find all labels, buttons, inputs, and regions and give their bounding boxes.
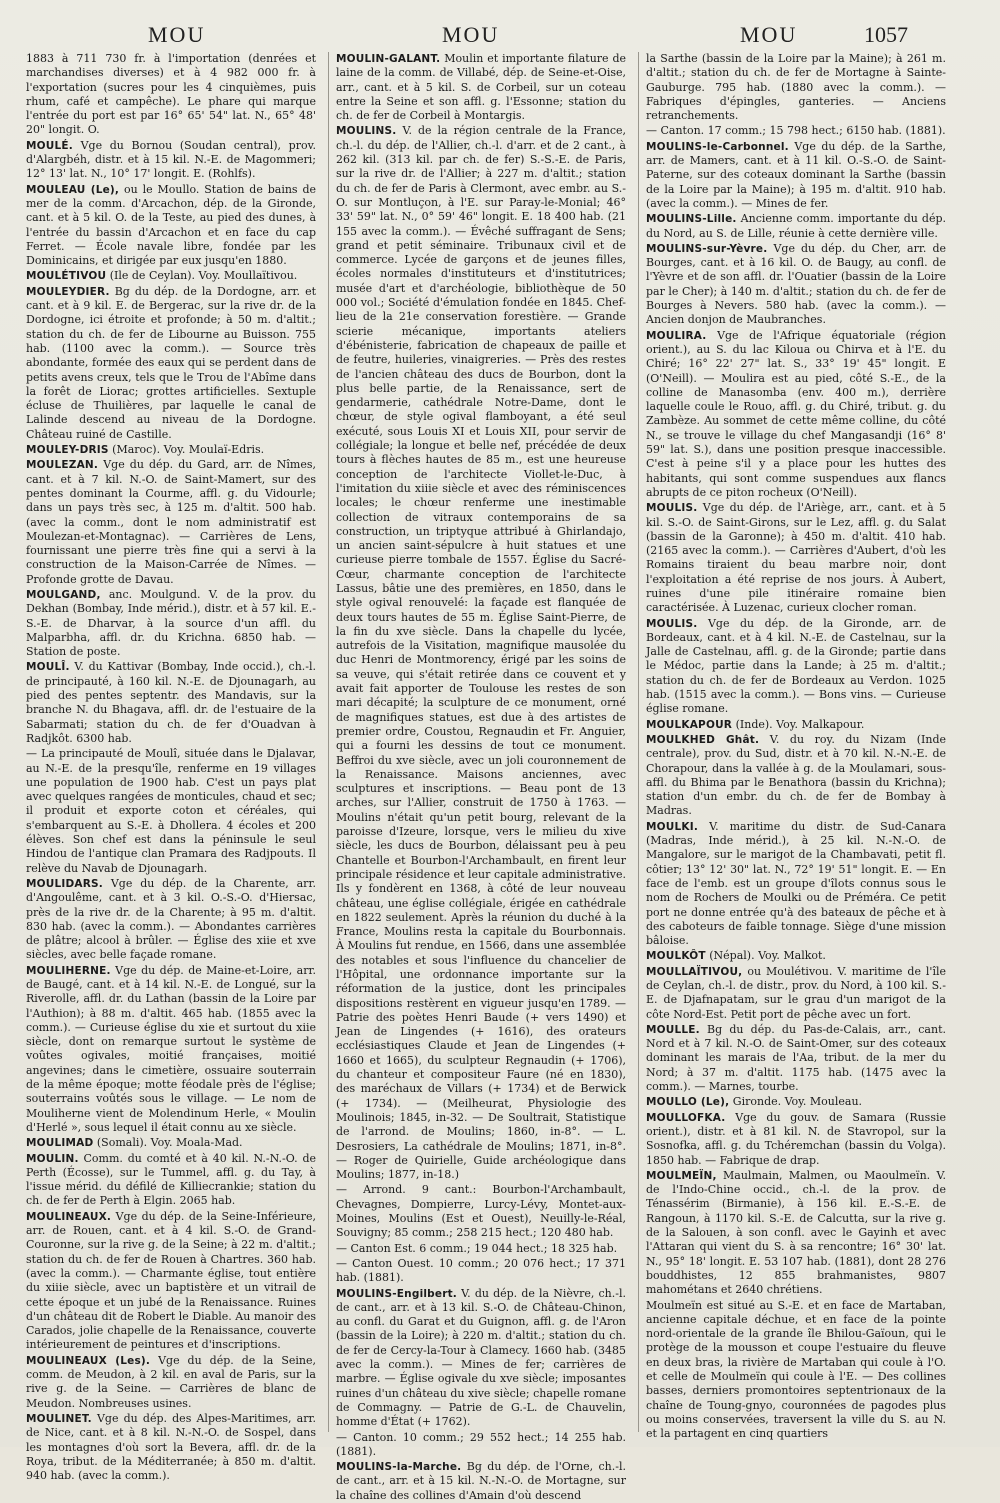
dictionary-entry [26, 269, 316, 283]
dictionary-entry [26, 1412, 316, 1483]
dictionary-entry [646, 965, 946, 1022]
dictionary-entry [336, 1257, 626, 1286]
entry-text: anc. Moulgund. V. de la prov. du Dekhan (Bombay, Inde mérid.), distr. et à 57 kil. E.-S.-E. de Dharvar, à la source d'un affl. du Malparbha, affl. dr. du Krichna. 6850 hab. — Station de poste. [26, 587, 317, 659]
entry-text: Bg du dép. du Pas-de-Calais, arr., cant. Nord et à 7 kil. N.-O. de Saint-Omer, sur des coteaux dominant les marais de l'Aa, tribut. de la mer du Nord; à 37 m. d'altit. 1175 hab. (1475 avec la comm.). — Marnes, tourbe. [646, 1022, 946, 1094]
entry-text: Comm. du comté et à 40 kil. N.-N.-O. de Perth (Écosse), sur le Tummel, affl. g. du Tay, à l'issue mérid. du défilé de Killiecrankie; station du ch. de fer de Perth à Elgin. 2065 hab. [26, 1151, 317, 1208]
entry-headword: MOULÉ. [26, 139, 73, 152]
dictionary-entry [646, 820, 946, 949]
entry-text: Vge du dép. de la Seine-Inférieure, arr. de Rouen, cant. et à 4 kil. S.-O. de Grand-Couronne, sur la rive g. de la Seine; à 22 m. d'altit.; station du ch. de fer de Rouen à Chartres. 360 hab. (avec la comm.). — Charmante église, tout entière du xiiie siècle, avec un baptistère et un vitrail de cette époque et un jubé de la Renaissance. Ruines d'un château dit de Robert le Diable. Au manoir des Carados, jolie chapelle de la Renaissance, couverte intérieurement de peintures et d'inscriptions. [26, 1209, 317, 1352]
dictionary-entry [646, 733, 946, 819]
entry-text: — Canton Est. 6 comm.; 19 044 hect.; 18 325 hab. [336, 1241, 618, 1255]
entry-text: Vge du dép. du Cher, arr. de Bourges, cant. et à 16 kil. O. de Baugy, au confl. de l'Yèvre et de son affl. dr. l'Ouatier (bassin de la Loire par le Cher); à 140 m. d'altit.; station du ch. de fer de Bourges à Nevers. 580 hab. (avec la comm.). — Ancien donjon de Maubranches. [646, 241, 946, 327]
entry-headword: MOULKI. [646, 820, 699, 833]
entry-headword: MOULINS-le-Carbonnel. [646, 140, 789, 153]
entry-headword: MOULEY-DRIS [26, 444, 109, 457]
dictionary-entry [646, 1299, 946, 1442]
entry-headword: MOULINET. [26, 1412, 92, 1425]
running-head-center: MOU [442, 22, 500, 47]
entry-text: Bg du dép. de l'Orne, ch.-l. de cant., arr. et à 15 kil. N.-N.-O. de Mortagne, sur la chaîne des collines d'Amain d'où descend [336, 1460, 626, 1502]
entry-text: (Maroc). Voy. Moulaï-Edris. [112, 443, 265, 457]
dictionary-entry [26, 588, 316, 659]
entry-headword: MOULÉTIVOU [26, 270, 107, 283]
column-3 [646, 52, 947, 1441]
entry-headword: MOULLE. [646, 1023, 700, 1036]
entry-text: — Canton Ouest. 10 comm.; 20 076 hect.; 17 371 hab. (1881). [336, 1256, 626, 1285]
column-rule [638, 52, 639, 1432]
entry-headword: MOULEZAN. [26, 459, 99, 472]
entry-headword: MOULINS. [336, 125, 397, 138]
entry-text: Vge du dép. de la Seine, comm. de Meudon, à 2 kil. en aval de Paris, sur la rive g. de la Seine. — Carrières de blanc de Meudon. Nombreuses usines. [26, 1353, 316, 1410]
entry-text: — Canton. 17 comm.; 15 798 hect.; 6150 hab. (1881). [646, 124, 946, 138]
dictionary-entry [646, 52, 946, 123]
entry-headword: MOULINS-sur-Yèvre. [646, 242, 768, 255]
dictionary-entry [26, 443, 316, 457]
dictionary-entry [26, 458, 316, 587]
entry-text: Bg du dép. de la Dordogne, arr. et cant. et à 9 kil. E. de Bergerac, sur la rive dr. de la Dordogne, ici étroite et profonde; à 50 m. d'altit.; station du ch. de fer de Libourne au Buisson. 755 hab. (1100 avec la comm.). — Source très abondante, formée des eaux qui se perdent dans de petits avens creux, tels que le Trou de l'Abîme dans la forêt de Liorac; grottes artificielles. Sextuple écluse de Thuilières, par laquelle le canal de Lalinde descend au niveau de la Dordogne. Château ruiné de Castille. [26, 284, 316, 441]
dictionary-entry [646, 949, 946, 963]
dictionary-entry [26, 139, 316, 182]
entry-text: Vge du dép. de l'Ariège, arr., cant. et à 5 kil. S.-O. de Saint-Girons, sur le Lez, affl. g. du Salat (bassin de la Garonne); à 450 m. d'altit. 410 hab. (2165 avec la comm.). — Carrières d'Aubert, d'où les Romains tiraient du beau marbre noir, dont l'exploitation a été reprise de nos jours. À Aubert, ruines d'une pile itinéraire romaine bien caractérisée. À Luzenac, curieux clocher roman. [646, 501, 946, 615]
entry-text: V. de la région centrale de la France, ch.-l. du dép. de l'Allier, ch.-l. d'arr. et de 2 cant., à 262 kil. (313 kil. par ch. de fer) S.-S.-E. de Paris, sur la rive dr. de l'Allier; à 227 m. d'altit.; station du ch. de fer de Paris à Clermont, avec embr. au S.-O. sur Montluçon, à l'E. sur Paray-le-Monial; 46° 33' 59" lat. N., 0° 59' 46" longit. E. 18 400 hab. (21 155 avec la comm.). — Évêché suffragant de Sens; grand et petit séminaire. Tribunaux civil et de commerce. Lycée de garçons et de jeunes filles, écoles normales d'instituteurs et d'institutrices; musée d'art et d'archéologie, bibliothèque de 50 000 vol.; Société d'émulation fondée en 1845. Chef-lieu de la 21e conservation forestière. — Grande scierie mécanique, importants ateliers d'ébénisterie, fabrication de chapeaux de paille et de feutre, huileries, vinaigreries. — Près des restes de l'ancien château des ducs de Bourbon, dont la plus belle partie, de la Renaissance, sert de gendarmerie, cathédrale Notre-Dame, dont le chœur, de style ogival flamboyant, a été seul exécuté, sous Louis XI et Louis XII, pour servir de collégiale; la longue et belle nef, précédée de deux tours à flèches hautes de 85 m., est une heureuse conception de l'architecte Viollet-le-Duc, à l'imitation du xiiie siècle et avec des réminiscences locales; le chœur renferme une inestimable collection de vitraux contemporains de sa construction, un triptyque attribué à Ghirlandajo, un ancien saint-sépulcre à huit statues et une curieuse pierre tombale de 1557. Église du Sacré-Cœur, charmante conception de l'architecte Lassus, bâtie une des premières, en 1850, dans le style ogival renouvelé: la façade est flanquée de deux tours hautes de 55 m. Église Saint-Pierre, de la fin du xve siècle. Dans la chapelle du lycée, autrefois de la Visitation, magnifique mausolée du duc Henri de Montmorency, érigé par les soins de sa veuve, qui s'était retirée dans ce couvent et y avait fait apporter de Toulouse les restes de son mari décapité; la sculpture de ce monument, orné de magnifiques statues, est due à des artistes de premier ordre, Coustou, Regnaudin et Fr. Anguier, qui a fourni les dessins de tout ce monument. Beffroi du xve siècle, avec un joli couronnement de la Renaissance. Maisons anciennes, avec sculptures et inscriptions. — Beau pont de 13 arches, sur l'Allier, construit de 1750 à 1763. — Moulins n'était qu'un petit bourg, relevant de la paroisse d'Izeure, lorsque, vers le milieu du xive siècle, les ducs de Bourbon, délaissant peu à peu Chantelle et Bourbon-l'Archambault, en firent leur principale résidence et leur capitale administrative. Ils y fondèrent en 1368, à côté de leur nouveau château, une église collégiale, érigée en cathédrale en 1822 seulement. Après la réunion du duché à la France, Moulins resta la capitale du Bourbonnais. À Moulins fut rendue, en 1566, dans une assemblée des notables et sous l'influence du chancelier de l'Hôpital, une ordonnance importante sur la réformation de la justice, dont les principales dispositions restèrent en vigueur jusqu'en 1789. — Patrie des poètes Henri Baude (+ vers 1490) et Jean de Lingendes (+ 1616), des orateurs ecclésiastiques Claude et Jean de Lingendes (+ 1660 et 1665), du sculpteur Regnaudin (+ 1706), du chanteur et compositeur Faure (né en 1830), des maréchaux de Villars (+ 1734) et de Berwick (+ 1734). — (Meilheurat, Physiologie des Moulinois; 1845, in-32. — De Soultrait, Statistique de l'arrond. de Moulins; 1860, in-8°. — L. Desrosiers, La cathédrale de Moulins; 1871, in-8°. — Roger de Quirielle, Guide archéologique dans Moulins; 1877, in-18.) [336, 124, 626, 1182]
entry-text: — La principauté de Moulî, située dans le Djalavar, au N.-E. de la presqu'île, renferme en 19 villages une population de 1900 hab. C'est un pays plat avec quelques rangées de monticules, chaud et sec; il produit et exporte coton et céréales, qui s'embarquent au S.-E. à Dhollera. 4 écoles et 200 élèves. Son chef est dans la péninsule le seul Hindou de l'antique clan Pramara des Radjpouts. Il relève du Navab de Djounagarh. [26, 747, 316, 875]
dictionary-entry [646, 124, 946, 138]
entry-text: Moulmeïn est situé au S.-E. et en face de Martaban, ancienne capitale déchue, et en face de la pointe nord-orientale de la grande île Bhilou-Gaïoun, qui le protège de la mousson et coupe l'estuaire du fleuve en deux bras, la rivière de Martaban qui coule à l'O. et celle de Moulmeïn qui coule à l'E. — Des collines basses, derniers promontoires septentrionaux de la chaîne de Toung-gnyo, couronnées de pagodes plus ou moins conservées, traversent la ville du S. au N. et la partagent en cinq quartiers [646, 1298, 946, 1441]
entry-text: Vge du gouv. de Samara (Russie orient.), distr. et à 81 kil. N. de Stavropol, sur la Sosnofka, affl. g. du Tchéremchan (bassin du Volga). 1850 hab. — Fabrique de drap. [646, 1110, 947, 1167]
entry-headword: MOULLAÏTIVOU, [646, 965, 743, 978]
dictionary-entry [336, 52, 626, 123]
entry-headword: MOULIS. [646, 617, 698, 630]
entry-text: ou le Moullo. Station de bains de mer de la comm. d'Arcachon, dép. de la Gironde, cant. et à 5 kil. O. de la Teste, au pied des dunes, à l'entrée du bassin d'Arcachon et en face du cap Ferret. — École navale libre, fondée par les Dominicains, et dirigée par eux jusqu'en 1880. [26, 182, 316, 268]
dictionary-entry [646, 329, 946, 501]
entry-headword: MOULIS. [646, 502, 698, 515]
entry-text: Vge du dép. de Maine-et-Loire, arr. de Baugé, cant. et à 14 kil. N.-E. de Longué, sur la Riverolle, affl. dr. du Lathan (bassin de la Loire par l'Authion); à 88 m. d'altit. 465 hab. (1855 avec la comm.). — Curieuse église du xie et surtout du xiie siècle, dont on remarque surtout le système de voûtes ogivales, moitié françaises, moitié angevines; dans le cimetière, ossuaire souterrain de la même époque; motte féodale près de l'église; souterrains voûtés sous le village. — Le nom de Mouliherne vient de Molendinum Herle, « Moulin d'Herlé », sous lequel il était connu au xe siècle. [26, 963, 316, 1134]
entry-headword: MOULINS-Engilbert. [336, 1287, 457, 1300]
column-2 [336, 52, 626, 1502]
dictionary-entry [336, 1183, 626, 1240]
entry-headword: MOULIRA. [646, 329, 707, 342]
entry-headword: MOULIDARS. [26, 877, 103, 890]
entry-headword: MOULKHED Ghât. [646, 733, 760, 746]
dictionary-entry [646, 501, 946, 615]
column-rule [328, 52, 329, 1432]
dictionary-entry [646, 1095, 946, 1109]
entry-text: Moulin et importante filature de laine de la comm. de Villabé, dép. de Seine-et-Oise, arr., cant. et à 5 kil. S. de Corbeil, sur un coteau entre la Seine et son affl. g. l'Essonne; station du ch. de fer de Corbeil à Montargis. [336, 52, 626, 123]
running-head-right: MOU [740, 22, 798, 47]
entry-text: V. maritime du distr. de Sud-Canara (Madras, Inde mérid.), à 25 kil. N.-N.-O. de Mangalore, sur le marigot de la Chambavati, petit fl. côtier; 13° 12' 30" lat. N., 72° 19' 51" longit. E. — En face de l'emb. est un groupe d'îlots connus sous le nom de Rochers de Moulki ou de Préméra. Ce petit port ne donne entrée qu'à des bateaux de pêche et à des caboteurs de faible tonnage. Siège d'une mission bâloise. [646, 819, 946, 948]
dictionary-entry [646, 1111, 946, 1168]
running-head [0, 14, 1000, 50]
entry-text: (Inde). Voy. Malkapour. [735, 717, 865, 731]
entry-headword: MOULINS-Lille. [646, 213, 737, 226]
dictionary-entry [26, 964, 316, 1136]
entry-headword: MOULINEAUX. [26, 1210, 112, 1223]
entry-text: V. du Kattivar (Bombay, Inde occid.), ch.-l. de principauté, à 160 kil. N.-E. de Djounagarh, au pied des pentes septentr. des Mandavis, sur la branche N. du Bhagava, affl. dr. de l'estuaire de la Sabarmati; station du ch. de fer d'Ouadvan à Radjkôt. 6300 hab. [26, 660, 317, 745]
dictionary-entry [26, 660, 316, 746]
dictionary-entry [646, 1023, 946, 1094]
dictionary-entry [646, 140, 946, 211]
entry-text: la Sarthe (bassin de la Loire par la Maine); à 261 m. d'altit.; station du ch. de fer de Mortagne à Sainte-Gauburge. 795 hab. (1880 avec la comm.). — Fabriques d'épingles, ganteries. — Anciens retranchements. [646, 52, 946, 123]
dictionary-entry [26, 183, 316, 269]
dictionary-entry [26, 877, 316, 963]
entry-headword: MOULIMAD [26, 1137, 94, 1150]
entry-headword: MOULEYDIER. [26, 285, 110, 298]
entry-headword: MOULINEAUX (Les). [26, 1354, 151, 1367]
entry-headword: MOULÎ. [26, 661, 70, 674]
entry-headword: MOULMEÏN, [646, 1169, 717, 1182]
dictionary-entry [26, 1210, 316, 1353]
dictionary-entry [336, 124, 626, 1182]
entry-text: Vge de l'Afrique équatoriale (région orient.), au S. du lac Kiloua ou Chirva et à l'E. du Chiré; 16° 22' 27" lat. S., 33° 19' 45" longit. E (O'Neill). — Moulira est au pied, côté S.-E., de la colline de Manasomba (env. 400 m.), derrière laquelle coule le Rouo, affl. g. du Chiré, tribut. g. du Zambèze. Au sommet de cette même colline, du côté N., se trouve le village du chef Mangasandji (16° 8' 59" lat. S.), dans une position presque inaccessible. C'est à peine s'il y a place pour les huttes des habitants, qui sont comme suspendues aux flancs abrupts de ce piton rocheux (O'Neill). [646, 328, 947, 499]
entry-text: Ancienne comm. importante du dép. du Nord, au S. de Lille, réunie à cette dernière ville. [646, 212, 946, 240]
entry-text: Vge du dép. du Gard, arr. de Nîmes, cant. et à 7 kil. N.-O. de Saint-Mamert, sur des pentes dominant la Courme, affl. g. du Vidourle; dans un pays très sec, à 125 m. d'altit. 500 hab. (avec la comm., dont le nom administratif est Moulezan-et-Montagnac). — Carrières de Lens, fournissant une pierre très fine qui a servi à la construction de la Maison-Carrée de Nîmes. — Profonde grotte de Davau. [26, 458, 317, 586]
dictionary-entry [646, 617, 946, 717]
dictionary-entry [26, 285, 316, 442]
entry-headword: MOULEAU (Le), [26, 183, 120, 196]
dictionary-entry [336, 1431, 626, 1460]
entry-text: (Ile de Ceylan). Voy. Moullaïtivou. [109, 269, 298, 283]
text-columns [26, 52, 974, 1502]
entry-text: Vge du dép. de la Charente, arr. d'Angoulême, cant. et à 3 kil. O.-S.-O. d'Hiersac, près de la rive dr. de la Charente; à 95 m. d'altit. 830 hab. (avec la comm.). — Abondantes carrières de plâtre; alcool à brûler. — Église des xiie et xve siècles, avec belle façade romane. [26, 876, 316, 962]
dictionary-entry [646, 718, 946, 732]
entry-headword: MOULLO (Le), [646, 1096, 730, 1109]
entry-text: Vge du dép. des Alpes-Maritimes, arr. de Nice, cant. et à 8 kil. N.-N.-O. de Sospel, dans les montagnes d'où sort la Bevera, affl. dr. de la Roya, tribut. de la Méditerranée; à 850 m. d'altit. 940 hab. (avec la comm.). [26, 1411, 316, 1483]
dictionary-entry [26, 52, 316, 138]
dictionary-entry [26, 1354, 316, 1411]
entry-text: — Arrond. 9 cant.: Bourbon-l'Archambault, Chevagnes, Dompierre, Lurcy-Lévy, Montet-aux-Moines, Moulins (Est et Ouest), Neuilly-le-Réal, Souvigny; 85 comm.; 258 215 hect.; 120 480 hab. [336, 1183, 626, 1240]
entry-headword: MOULIN-GALANT. [336, 53, 441, 65]
entry-headword: MOULLOFKA. [646, 1111, 726, 1124]
dictionary-entry [336, 1242, 626, 1256]
entry-headword: MOULINS-la-Marche. [336, 1461, 462, 1474]
entry-text: V. du dép. de la Nièvre, ch.-l. de cant., arr. et à 13 kil. S.-O. de Château-Chinon, au confl. du Garat et du Guignon, affl. g. de l'Aron (bassin de la Loire); à 220 m. d'altit.; station du ch. de fer de Cercy-la-Tour à Clamecy. 1660 hab. (3485 avec la comm.). — Mines de fer; carrières de marbre. — Église ogivale du xve siècle; imposantes ruines d'un château du xive siècle; chapelle romane de Commagny. — Patrie de G.-L. de Chauvelin, homme d'État (+ 1762). [336, 1286, 626, 1429]
page-number: 1057 [864, 22, 908, 47]
entry-text: (Somali). Voy. Moala-Mad. [96, 1136, 243, 1150]
entry-text: (Népal). Voy. Malkot. [709, 949, 826, 963]
dictionary-entry [646, 242, 946, 328]
entry-text: Vge du dép. de la Sarthe, arr. de Mamers, cant. et à 11 kil. O.-S.-O. de Saint-Paterne, sur des coteaux dominant la Sarthe (bassin de la Loire par la Maine); à 195 m. d'altit. 910 hab. (avec la comm.). — Mines de fer. [646, 139, 947, 210]
entry-text: Maulmain, Malmen, ou Maoulmeïn. V. de l'Indo-Chine occid., ch.-l. de la prov. de Ténassérim (Birmanie), à 156 kil. E.-S.-E. de Rangoun, à 1170 kil. S.-E. de Calcutta, sur la rive g. de la Salouen, à son confl. avec le Gayinh et avec l'Attaran qui vient du S. à sa rencontre; 16° 30' lat. N., 95° 18' longit. E. 53 107 hab. (1881), dont 28 276 bouddhistes, 12 855 brahmanistes, 9807 mahométans et 2640 chrétiens. [646, 1168, 947, 1297]
dictionary-entry [26, 1152, 316, 1209]
entry-text: 1883 à 711 730 fr. à l'importation (denrées et marchandises diverses) et à 4 982 000 fr. à l'exportation (sucres pour les 4 cinquièmes, puis rhum, café et campêche). Le phare qui marque l'entrée du port est par 16° 65' 54" lat. N., 65° 48' 20" longit. O. [26, 52, 316, 137]
entry-text: — Canton. 10 comm.; 29 552 hect.; 14 255 hab. (1881). [336, 1430, 626, 1458]
entry-headword: MOULIN. [26, 1152, 79, 1165]
dictionary-entry [26, 1136, 316, 1150]
dictionary-entry [336, 1460, 626, 1503]
entry-headword: MOULKÔT [646, 950, 706, 963]
entry-headword: MOULGAND, [26, 588, 101, 601]
entry-text: Vge du Bornou (Soudan central), prov. d'Alargbéh, distr. et à 15 kil. N.-E. de Magommeri; 12° 13' lat. N., 10° 17' longit. E. (Rohlfs). [26, 138, 316, 181]
entry-text: V. du roy. du Nizam (Inde centrale), prov. du Sud, distr. et à 70 kil. N.-N.-E. de Chorapour, dans la vallée à g. de la Moulamari, sous-affl. du Bhima par le Benathora (bassin du Krichna); station d'un embr. du ch. de fer de Bombay à Madras. [646, 732, 946, 818]
entry-headword: MOULIHERNE. [26, 964, 111, 977]
dictionary-entry [646, 1169, 946, 1298]
dictionary-entry [336, 1287, 626, 1430]
entry-headword: MOULKAPOUR [646, 718, 733, 731]
entry-text: Gironde. Voy. Mouleau. [732, 1095, 863, 1109]
dictionary-entry [646, 212, 946, 241]
column-1 [26, 52, 317, 1483]
entry-text: Vge du dép. de la Gironde, arr. de Bordeaux, cant. et à 4 kil. N.-E. de Castelnau, sur la Jalle de Castelnau, affl. g. de la Gironde; partie dans le Médoc, partie dans la Lande; à 25 m. d'altit.; station du ch. de fer de Bordeaux au Verdon. 1025 hab. (1515 avec la comm.). — Bons vins. — Curieuse église romane. [646, 616, 946, 716]
running-head-left: MOU [148, 22, 206, 47]
dictionary-entry [26, 747, 316, 876]
entry-text: ou Moulétivou. V. maritime de l'île de Ceylan, ch.-l. de distr., prov. du Nord, à 100 kil. S.-E. de Djafnapatam, sur le grau d'un marigot de la côte Nord-Est. Petit port de pêche avec un fort. [646, 964, 946, 1021]
